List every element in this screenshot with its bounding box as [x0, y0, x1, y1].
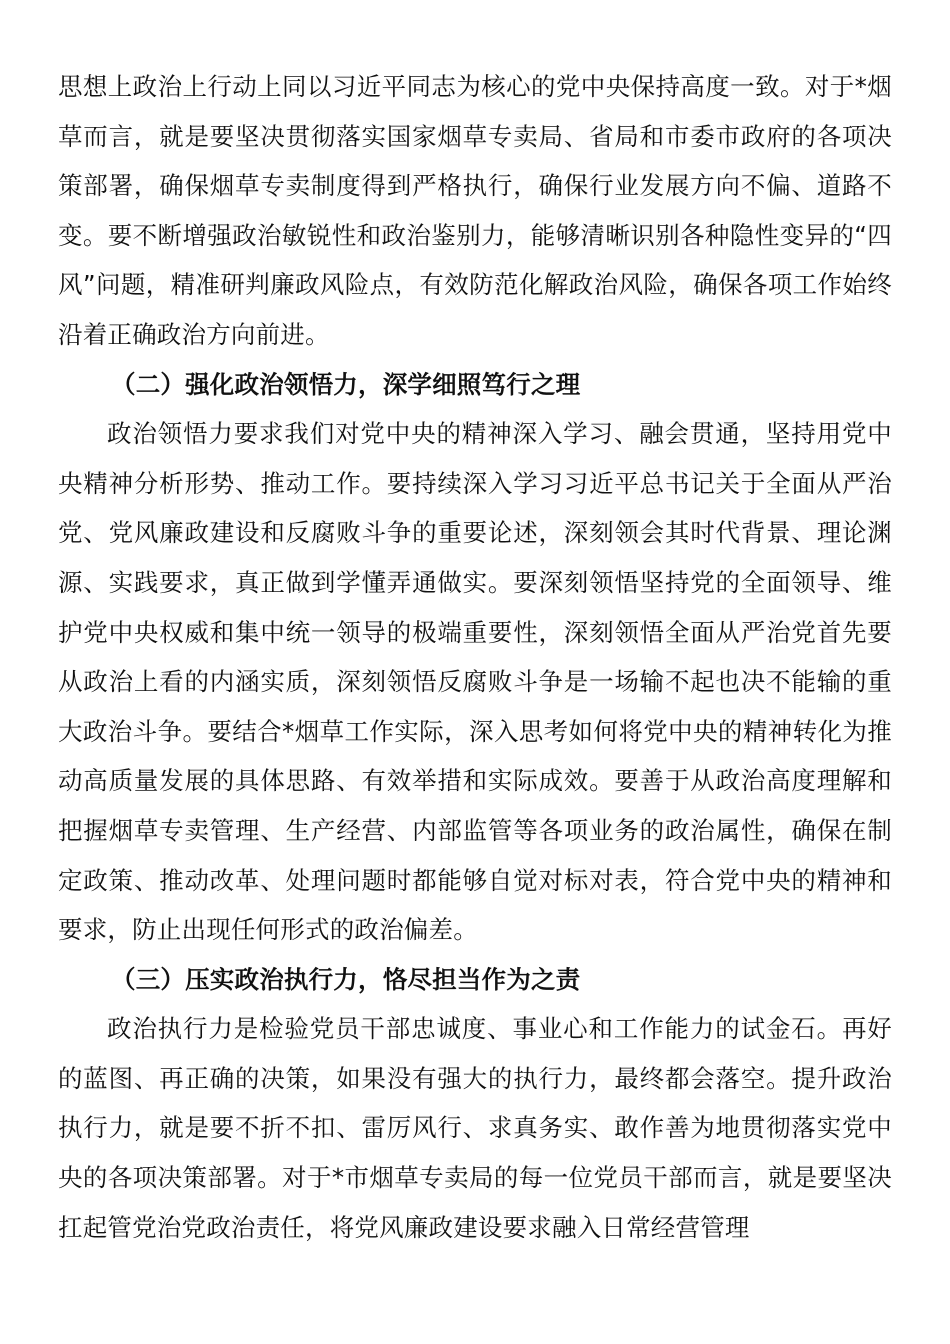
document-page — [58, 62, 892, 1252]
section-heading-political-comprehension: （二）强化政治领悟力，深学细照笃行之理 — [111, 369, 581, 399]
paragraph-political-execution: 政治执行力是检验党员干部忠诚度、事业心和工作能力的试金石。再好的蓝图、再正确的决策，如果没有强大的执行力，最终都会落空。提升政治执行力，就是要不折不扣、雷厉风行、求真务实、敢作善为地贯彻落实党中央的各项决策部署。对于*市烟草专卖局的每一位党员干部而言，就是要坚决扛起管党治党政治责任，将党风廉政建设要求融入日常经营管理 — [58, 1014, 892, 1242]
paragraph-political-comprehension: 政治领悟力要求我们对党中央的精神深入学习、融会贯通，坚持用党中央精神分析形势、推动工作。要持续深入学习习近平总书记关于全面从严治党、党风廉政建设和反腐败斗争的重要论述，深刻领会其时代背景、理论渊源、实践要求，真正做到学懂弄通做实。要深刻领悟坚持党的全面领导、维护党中央权威和集中统一领导的极端重要性，深刻领悟全面从严治党首先要从政治上看的内涵实质，深刻领悟反腐败斗争是一场输不起也决不能输的重大政治斗争。要结合*烟草工作实际，深入思考如何将党中央的精神转化为推动高质量发展的具体思路、有效举措和实际成效。要善于从政治高度理解和把握烟草专卖管理、生产经营、内部监管等各项业务的政治属性，确保在制定政策、推动改革、处理问题时都能够自觉对标对表，符合党中央的精神和要求，防止出现任何形式的政治偏差。 — [58, 419, 892, 945]
paragraph-political-alignment: 思想上政治上行动上同以习近平同志为核心的党中央保持高度一致。对于*烟草而言，就是要坚决贯彻落实国家烟草专卖局、省局和市委市政府的各项决策部署，确保烟草专卖制度得到严格执行，确保行业发展方向不偏、道路不变。要不断增强政治敏锐性和政治鉴别力，能够清晰识别各种隐性变异的“四风”问题，精准研判廉政风险点，有效防范化解政治风险，确保各项工作始终沿着正确政治方向前进。 — [58, 72, 892, 349]
section-heading-political-execution: （三）压实政治执行力，恪尽担当作为之责 — [111, 964, 581, 994]
